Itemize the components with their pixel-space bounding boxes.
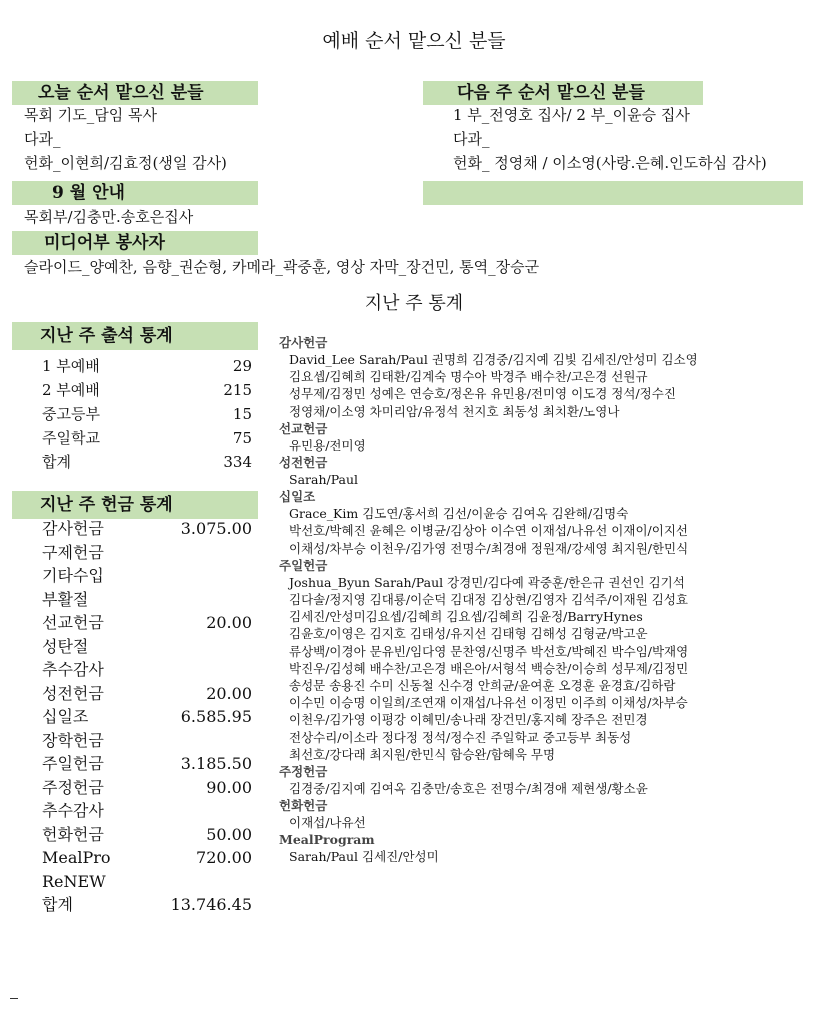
offering-row — [42, 611, 252, 635]
offering-row — [42, 705, 252, 729]
media-header: 미디어부 봉사자 — [12, 231, 258, 255]
offering-row — [42, 564, 252, 588]
september-line: 목회부/김충만.송호은집사 — [24, 208, 194, 226]
offering-value: 6.585.95 — [180, 707, 252, 726]
attendance-label: 중고등부 — [42, 405, 100, 423]
offering-value: 20.00 — [206, 683, 252, 703]
offering-value: 3.075.00 — [180, 519, 252, 538]
donor-line: 정영채/이소영 차미리암/유정석 천지호 최동성 최치환/노영나 — [289, 403, 620, 419]
donor-line: 김경중/김지예 김여옥 김충만/송호은 전명수/최경애 제현생/황소윤 — [289, 781, 648, 797]
donor-line: 김다솔/정지영 김대룡/이순덕 김대정 김상현/김영자 김석주/이재원 김성효 — [289, 592, 688, 608]
offering-label: 추수감사 — [42, 660, 104, 679]
offering-value: 3.185.50 — [180, 754, 252, 773]
attendance-value: 15 — [232, 405, 252, 423]
next-week-line: 헌화_ 정영채 / 이소영(사랑.은혜.인도하심 감사) — [453, 154, 767, 172]
offering-label: 주일헌금 — [42, 754, 104, 773]
donor-line: 김세진/안성미김요셉/김혜희 김요셉/김혜희 김윤정/BarryHynes — [289, 609, 643, 625]
attendance-label: 합계 — [42, 453, 71, 471]
media-line: 슬라이드_양예찬, 음향_권순형, 카메라_곽중훈, 영상 자막_장건민, 통역_장승군 — [24, 258, 540, 276]
attendance-table — [42, 354, 252, 474]
donor-names — [279, 471, 819, 488]
offering-value: 13.746.45 — [170, 895, 252, 914]
offering-label: 합계 — [42, 895, 73, 914]
donor-line: 이재섭/나유선 — [289, 815, 366, 831]
today-lines — [24, 103, 227, 175]
donor-line: 성무제/김정민 성예은 연승호/정온유 유민용/전미영 이도경 정석/정수진 — [289, 386, 676, 402]
donor-line: David_Lee Sarah/Paul 권명희 김경중/김지예 김빛 김세진/안성미 김소영 — [289, 352, 698, 367]
offering-row — [42, 870, 252, 894]
attendance-row — [42, 402, 252, 426]
today-line: 헌화_이현희/김효정(생일 감사) — [24, 154, 227, 172]
next-week-lines — [453, 103, 767, 175]
offering-label: 주정헌금 — [42, 777, 104, 797]
offering-value: 20.00 — [206, 613, 252, 632]
donor-names — [279, 505, 819, 557]
offering-value: 50.00 — [206, 824, 252, 844]
offering-label: 추수감사 — [42, 801, 104, 820]
offering-row — [42, 893, 252, 917]
page-corner-mark — [10, 998, 18, 999]
donor-category: MealProgram — [279, 832, 375, 848]
donor-category: 감사헌금 — [279, 335, 328, 350]
next-week-line: 다과_ — [453, 130, 490, 148]
donor-line: Sarah/Paul — [289, 472, 359, 488]
donor-category: 헌화헌금 — [279, 798, 328, 814]
today-line: 목회 기도_담임 목사 — [24, 106, 157, 124]
offering-table — [42, 517, 252, 917]
blank-bar — [423, 181, 803, 205]
offering-row — [42, 752, 252, 776]
last-week-title: 지난 주 통계 — [364, 293, 464, 314]
offering-label: 십일조 — [42, 707, 89, 726]
offering-label: 구제헌금 — [42, 542, 104, 562]
offering-label: 성전헌금 — [42, 683, 104, 703]
offering-label: 장학헌금 — [42, 730, 104, 750]
donor-category: 십일조 — [279, 489, 316, 505]
donor-names — [279, 848, 819, 865]
donor-line: 이채성/차부승 이천우/김가영 전명수/최경애 정원재/강세영 최지원/한민식 — [289, 540, 689, 556]
donor-category: 성전헌금 — [279, 455, 328, 471]
donor-line: 박진우/김성혜 배수찬/고은경 배은아/서형석 백승찬/이승희 성무제/김정민 — [289, 660, 689, 676]
donor-line: Grace_Kim 김도연/홍서희 김선/이윤승 김여옥 김완해/김명숙 — [289, 506, 629, 522]
offering-row — [42, 846, 252, 870]
today-line: 다과_ — [24, 130, 61, 148]
offering-label: 성탄절 — [42, 636, 89, 656]
donor-line: 김요셉/김혜희 김태환/김계숙 명수아 박경주 배수찬/고은경 선원규 — [289, 369, 648, 385]
donor-names — [279, 351, 819, 420]
offering-row — [42, 799, 252, 823]
offering-row — [42, 541, 252, 565]
donor-line: 전상수리/이소라 정다정 정석/정수진 주일학교 중고등부 최동성 — [289, 729, 632, 745]
attendance-row — [42, 378, 252, 402]
september-header: 9 월 안내 — [12, 181, 258, 205]
attendance-label: 1 부예배 — [42, 357, 100, 375]
today-header: 오늘 순서 맡으신 분들 — [12, 81, 258, 105]
offering-row — [42, 635, 252, 659]
donor-category: 주일헌금 — [279, 557, 328, 573]
donor-line: 이천우/김가영 이평강 이혜민/송나래 장건민/홍지혜 장주은 전민경 — [289, 712, 648, 728]
attendance-header: 지난 주 출석 통계 — [12, 322, 258, 350]
donor-line: Joshua_Byun Sarah/Paul 강경민/김다예 곽중훈/한은규 권선인 김기석 — [289, 574, 685, 590]
donor-line: 최선호/강다래 최지원/한민식 함승완/함혜욱 무명 — [289, 746, 556, 762]
donor-category: 주정헌금 — [279, 764, 328, 780]
donor-names — [279, 574, 819, 763]
attendance-value: 334 — [223, 453, 252, 471]
offering-value: 720.00 — [196, 848, 252, 867]
offering-label: 감사헌금 — [42, 519, 104, 538]
donor-names — [279, 814, 819, 831]
offering-label: 헌화헌금 — [42, 824, 104, 844]
attendance-row — [42, 450, 252, 474]
offering-row — [42, 517, 252, 541]
next-week-line: 1 부_전영호 집사/ 2 부_이윤승 집사 — [453, 106, 690, 124]
offering-label: ReNEW — [42, 871, 106, 891]
next-week-header: 다음 주 순서 맡으신 분들 — [423, 81, 703, 105]
attendance-value: 29 — [232, 357, 252, 375]
donor-names — [279, 780, 819, 797]
offering-label: 부활절 — [42, 589, 89, 609]
offering-label: MealPro — [42, 848, 111, 867]
donor-line: 이수민 이승명 이일희/조연재 이재섭/나유선 이정민 이주희 이채성/차부승 — [289, 695, 688, 711]
attendance-row — [42, 354, 252, 378]
offering-row — [42, 682, 252, 706]
offering-row — [42, 823, 252, 847]
donor-line: 류상백/이경아 문유빈/임다영 문찬영/신명주 박선호/박혜진 박수임/박재영 — [289, 643, 689, 659]
attendance-value: 75 — [232, 429, 252, 447]
donor-lists — [279, 334, 819, 866]
attendance-label: 주일학교 — [42, 429, 100, 447]
offering-row — [42, 729, 252, 753]
attendance-value: 215 — [223, 381, 252, 399]
page-title: 예배 순서 맡으신 분들 — [322, 30, 506, 52]
offering-row — [42, 776, 252, 800]
donor-line: 유민용/전미영 — [289, 437, 366, 453]
offering-row — [42, 658, 252, 682]
donor-line: Sarah/Paul 김세진/안성미 — [289, 849, 439, 865]
donor-line: 송성문 송용진 수미 신동철 신수경 안희균/윤여훈 오경훈 윤경효/김하람 — [289, 678, 676, 694]
attendance-label: 2 부예배 — [42, 381, 100, 399]
attendance-row — [42, 426, 252, 450]
donor-line: 김윤호/이영은 김지호 김태성/유지선 김태형 김해성 김형균/박고운 — [289, 626, 648, 642]
offering-header: 지난 주 헌금 통계 — [12, 491, 258, 519]
donor-category: 선교헌금 — [279, 420, 328, 436]
offering-value: 90.00 — [206, 777, 252, 797]
offering-label: 선교헌금 — [42, 613, 104, 632]
donor-names — [279, 437, 819, 454]
offering-label: 기타수입 — [42, 566, 104, 585]
donor-line: 박선호/박혜진 윤혜은 이병균/김상아 이수연 이재섭/나유선 이재이/이지선 — [289, 523, 688, 539]
offering-row — [42, 588, 252, 612]
